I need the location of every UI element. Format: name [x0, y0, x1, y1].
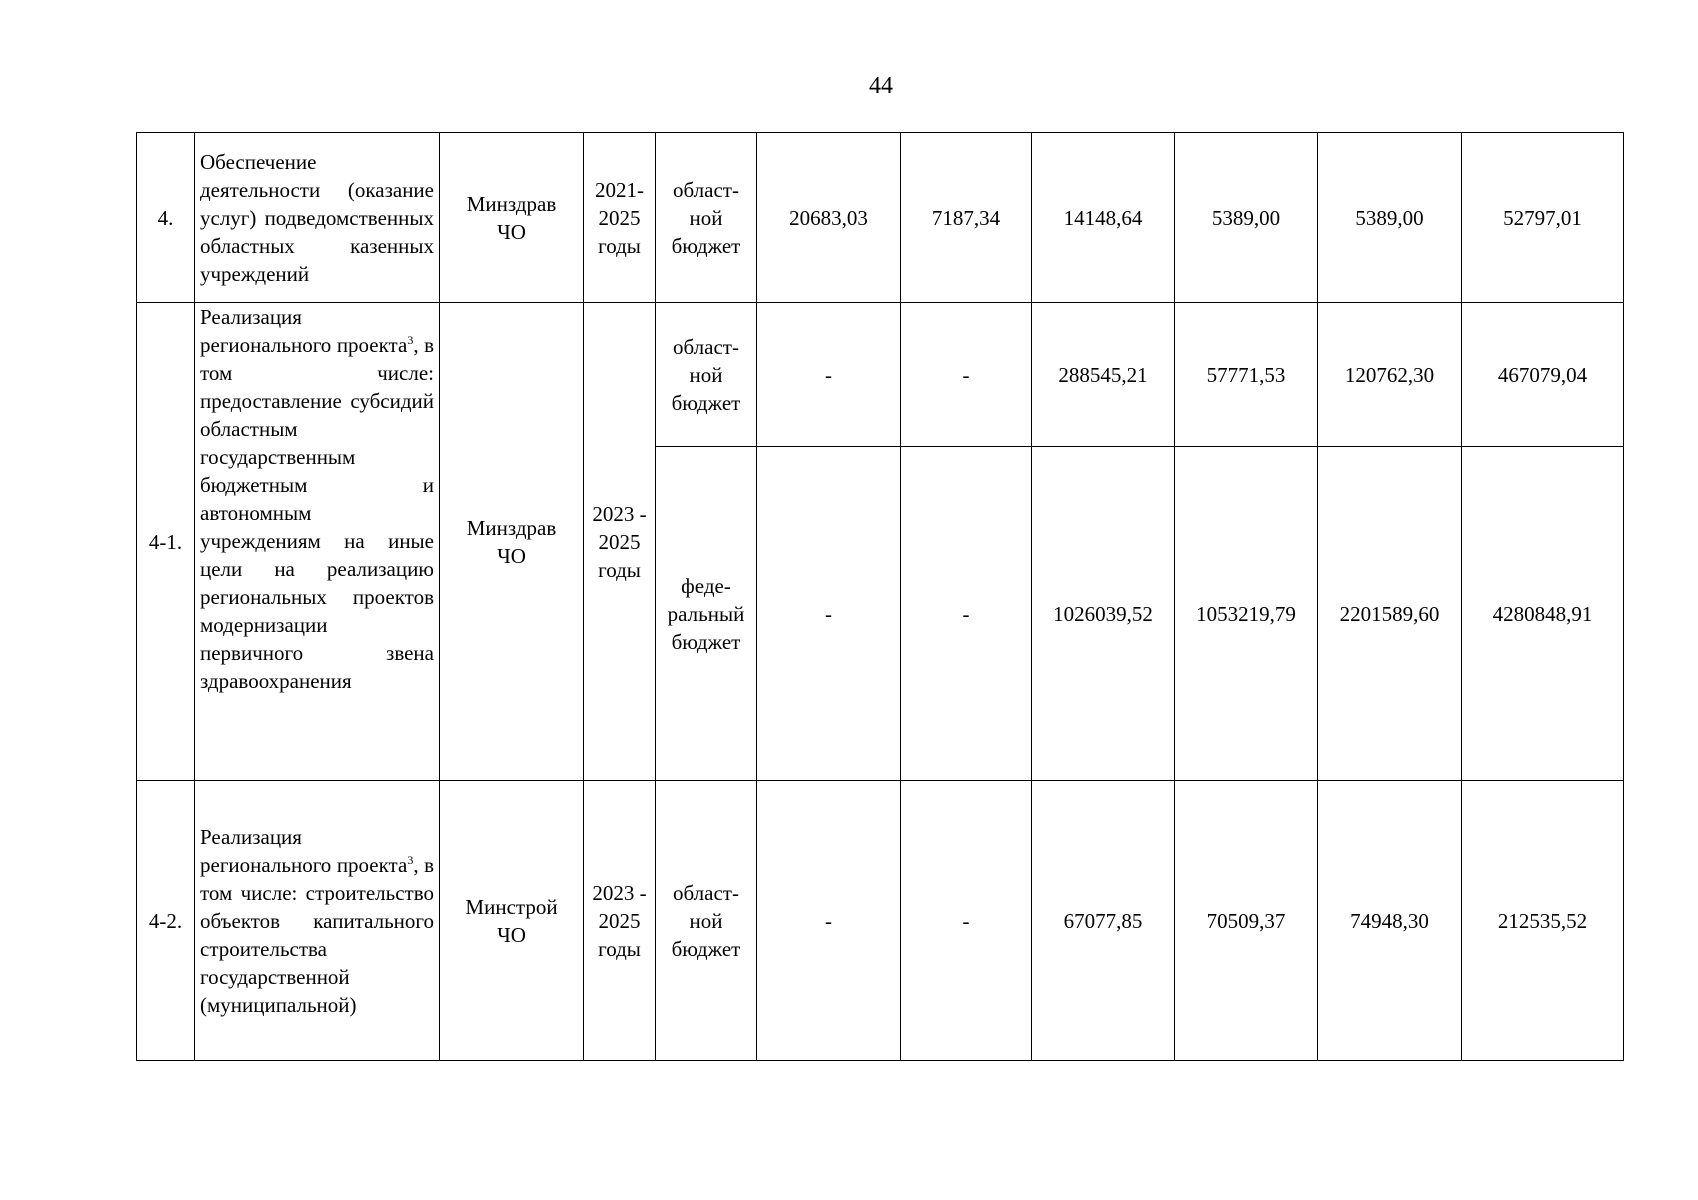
row-number: 4-2. [137, 781, 195, 1061]
description-text: Обеспечение деятельности (оказание услуг) подведомственных областных казенных учреждений [200, 149, 434, 286]
period-cell [584, 133, 656, 303]
value-cell: 14148,64 [1032, 133, 1175, 303]
value-cell: 2201589,60 [1318, 447, 1462, 781]
value-cell: 57771,53 [1175, 303, 1318, 447]
budget-line: бюджет [671, 629, 741, 654]
row-number: 4-1. [137, 303, 195, 781]
budget-table [136, 132, 1624, 1061]
period-line: годы [598, 936, 641, 961]
period-line: 2021- [595, 177, 644, 202]
value-cell: 7187,34 [901, 133, 1032, 303]
budget-line: област- [673, 177, 739, 202]
period-line: 2023 - [592, 501, 647, 526]
budget-line: бюджет [671, 936, 741, 961]
period-line: 2023 - [592, 880, 647, 905]
executor-line: ЧО [497, 543, 526, 568]
table-row [137, 781, 1624, 1061]
period-line: 2025 [598, 529, 641, 554]
footnote-marker: 3 [407, 852, 414, 867]
executor-cell [440, 781, 584, 1061]
period-line: годы [598, 557, 641, 582]
budget-line: ной [689, 205, 723, 230]
budget-source-cell [656, 781, 757, 1061]
budget-line: ной [689, 362, 723, 387]
table-row [137, 303, 1624, 447]
row-number: 4. [137, 133, 195, 303]
row-description [195, 303, 440, 781]
budget-source-cell [656, 133, 757, 303]
value-cell: - [757, 447, 901, 781]
value-cell: 20683,03 [757, 133, 901, 303]
value-cell: 5389,00 [1175, 133, 1318, 303]
value-cell: - [757, 303, 901, 447]
period-line: 2025 [598, 908, 641, 933]
value-cell: 288545,21 [1032, 303, 1175, 447]
table-row [137, 133, 1624, 303]
value-cell: 120762,30 [1318, 303, 1462, 447]
description-part: , в том числе: строительство объектов капитального строительства государственной (муниципальной) [200, 852, 434, 1017]
footnote-marker: 3 [407, 333, 414, 347]
executor-line: Минздрав [466, 515, 557, 540]
budget-line: ральный [667, 601, 745, 626]
budget-line: бюджет [671, 233, 741, 258]
description-part: , в том числе: предоставление субсидий областным государственным бюджетным и автономным учреждениям на иные цели на реализацию региональных проектов модернизации первичного звена здравоохранения [200, 333, 434, 693]
budget-source-cell [656, 447, 757, 781]
row-description [195, 781, 440, 1061]
value-cell: - [901, 303, 1032, 447]
executor-cell [440, 133, 584, 303]
row-description [195, 133, 440, 303]
executor-line: ЧО [497, 219, 526, 244]
period-line: 2025 [598, 205, 641, 230]
value-cell: - [901, 781, 1032, 1061]
budget-line: феде- [681, 573, 731, 598]
description-part: Реализация регионального проекта [200, 824, 408, 877]
value-cell-total: 212535,52 [1462, 781, 1624, 1061]
value-cell: - [901, 447, 1032, 781]
value-cell: - [757, 781, 901, 1061]
value-cell: 1053219,79 [1175, 447, 1318, 781]
budget-line: област- [673, 334, 739, 359]
value-cell-total: 467079,04 [1462, 303, 1624, 447]
value-cell-total: 4280848,91 [1462, 447, 1624, 781]
value-cell-total: 52797,01 [1462, 133, 1624, 303]
executor-line: Минздрав [466, 191, 557, 216]
budget-source-cell [656, 303, 757, 447]
executor-cell [440, 303, 584, 781]
budget-line: ной [689, 908, 723, 933]
budget-line: бюджет [671, 390, 741, 415]
executor-line: Минстрой [465, 894, 558, 919]
budget-line: област- [673, 880, 739, 905]
executor-line: ЧО [497, 922, 526, 947]
description-text [200, 303, 434, 695]
value-cell: 70509,37 [1175, 781, 1318, 1061]
description-text [200, 823, 434, 1019]
value-cell: 67077,85 [1032, 781, 1175, 1061]
value-cell: 74948,30 [1318, 781, 1462, 1061]
description-part: Реализация регионального проекта [200, 305, 408, 357]
value-cell: 5389,00 [1318, 133, 1462, 303]
period-line: годы [598, 233, 641, 258]
period-cell [584, 781, 656, 1061]
page-number: 44 [869, 73, 893, 99]
value-cell: 1026039,52 [1032, 447, 1175, 781]
period-cell [584, 303, 656, 781]
